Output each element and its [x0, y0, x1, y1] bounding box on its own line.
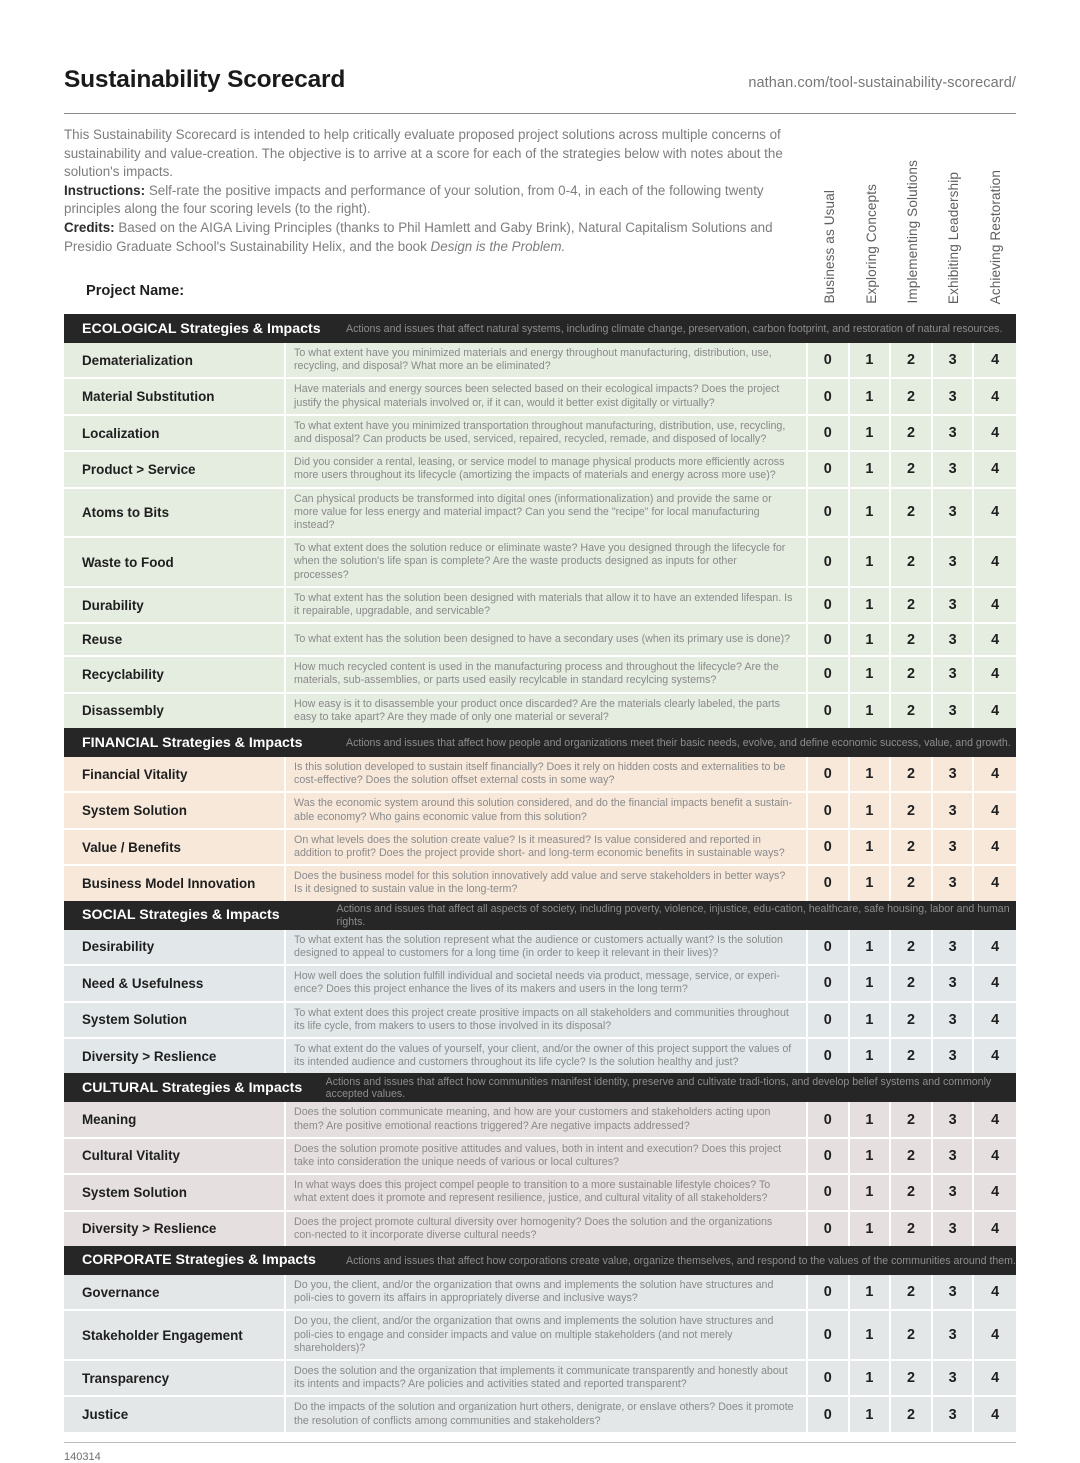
table-row [64, 343, 1016, 379]
score-group [808, 1139, 1016, 1173]
principle-label: Durability [64, 588, 286, 622]
score-cell-3[interactable]: 3 [933, 588, 975, 622]
credits-book-title: Design is the Problem. [430, 238, 566, 254]
score-cell-1[interactable]: 1 [850, 966, 892, 1000]
table-row [64, 966, 1016, 1002]
section-title: SOCIAL Strategies & Impacts [82, 907, 280, 924]
intro-paragraph: This Sustainability Scorecard is intended to help critically evaluate proposed project solutions across multiple concerns of sustainability and value-creation. The objective is to arrive at a score for each of the strategies below with notes about the solution's impacts. [64, 127, 783, 180]
score-cell-0[interactable]: 0 [808, 866, 850, 900]
table-row [64, 1039, 1016, 1073]
score-cell-2[interactable]: 2 [891, 1175, 933, 1209]
score-group [808, 694, 1016, 728]
scale-header-0 [809, 128, 850, 304]
score-cell-0[interactable]: 0 [808, 489, 850, 537]
principle-label: System Solution [64, 1003, 286, 1037]
score-cell-3[interactable]: 3 [933, 1175, 975, 1209]
score-cell-1[interactable]: 1 [850, 694, 892, 728]
score-cell-1[interactable]: 1 [850, 793, 892, 827]
section-title: CORPORATE Strategies & Impacts [82, 1252, 316, 1269]
section-rows [64, 1275, 1016, 1432]
principle-question: Do you, the client, and/or the organization that owns and implements the solution have structures and poli-cies to engage and consider impacts and value on multiple stakeholders (and not merely shareholders)? [286, 1311, 808, 1359]
score-group [808, 1311, 1016, 1359]
score-cell-2[interactable]: 2 [891, 1397, 933, 1431]
score-cell-0[interactable]: 0 [808, 930, 850, 964]
score-group [808, 624, 1016, 655]
section-financial [64, 728, 1016, 901]
score-cell-0[interactable]: 0 [808, 694, 850, 728]
score-cell-1[interactable]: 1 [850, 538, 892, 586]
score-cell-2[interactable]: 2 [891, 1311, 933, 1359]
score-cell-1[interactable]: 1 [850, 657, 892, 691]
score-cell-4[interactable]: 4 [991, 1111, 1000, 1128]
table-row [64, 757, 1016, 793]
score-cell-4[interactable]: 4 [991, 425, 1000, 442]
principle-label: Dematerialization [64, 343, 286, 377]
section-rows [64, 1102, 1016, 1246]
score-group [808, 588, 1016, 622]
scorecard-table [64, 314, 1016, 1432]
score-cell-4[interactable]: 4 [991, 766, 1000, 783]
score-cell-2[interactable]: 2 [891, 1039, 933, 1073]
score-cell-0[interactable]: 0 [808, 1039, 850, 1073]
score-cell-1[interactable]: 1 [850, 757, 892, 791]
principle-label: Desirability [64, 930, 286, 964]
principle-label: Atoms to Bits [64, 489, 286, 537]
score-cell-1[interactable]: 1 [850, 1139, 892, 1173]
score-cell-0[interactable]: 0 [808, 452, 850, 486]
principle-label: Governance [64, 1275, 286, 1309]
score-cell-3[interactable]: 3 [933, 930, 975, 964]
principle-question: To what extent has the solution been designed with materials that allow it to have an extended lifespan. Is it repairable, upgradable, and servicable? [286, 588, 808, 622]
principle-question: To what extent has the solution been designed to have a secondary uses (when its primary use is done)? [286, 624, 808, 655]
table-row [64, 1139, 1016, 1175]
section-cultural [64, 1073, 1016, 1246]
scale-headers [808, 128, 1016, 304]
score-cell-4[interactable]: 4 [991, 839, 1000, 856]
score-cell-1[interactable]: 1 [850, 343, 892, 377]
score-cell-0[interactable]: 0 [808, 830, 850, 864]
section-header-social [64, 901, 1016, 930]
score-cell-1[interactable]: 1 [850, 1397, 892, 1431]
scale-header-label: Business as Usual [822, 190, 838, 304]
score-cell-2[interactable]: 2 [891, 343, 933, 377]
principle-question: How easy is it to disassemble your product once discarded? Are the materials clearly labeled, the parts easy to take apart? Are they made of only one material or several? [286, 694, 808, 728]
principle-question: To what extent has the solution represent what the audience or customers actually want? Is the solution designed to appeal to customers for a long time (in order to keep it relevant in their lives)? [286, 930, 808, 964]
principle-question: To what extent do the values of yourself, your client, and/or the owner of this project support the values of its intended audience and customers throughout its life cycle? Is the solution healthy and just? [286, 1039, 808, 1073]
principle-question: Does the project promote cultural diversity over homogenity? Does the solution and the organizations con-nected to it incorporate diverse cultural needs? [286, 1212, 808, 1246]
score-cell-2[interactable]: 2 [891, 1212, 933, 1246]
score-cell-0[interactable]: 0 [808, 1139, 850, 1173]
principle-question: Have materials and energy sources been selected based on their ecological impacts? Does the project justify the physical materials involved or, if it can, would it better exist digitally or virtually? [286, 379, 808, 413]
score-cell-3[interactable]: 3 [933, 1397, 975, 1431]
score-cell-0[interactable]: 0 [808, 588, 850, 622]
table-row [64, 1361, 1016, 1397]
score-cell-3[interactable]: 3 [933, 489, 975, 537]
score-cell-4[interactable]: 4 [991, 1184, 1000, 1201]
score-cell-1[interactable]: 1 [850, 416, 892, 450]
score-cell-2[interactable]: 2 [891, 588, 933, 622]
score-group [808, 1212, 1016, 1246]
principle-question: On what levels does the solution create value? Is it measured? Is value considered and reported in addition to profit? Does the project provide short- and long-term economic benefits in sustainable ways? [286, 830, 808, 864]
principle-label: Waste to Food [64, 538, 286, 586]
principle-question: Was the economic system around this solution considered, and do the financial impacts benefit a sustain-able economy? Who gains economic value from this solution? [286, 793, 808, 827]
footer-code: 140314 [64, 1450, 101, 1463]
score-cell-2[interactable]: 2 [891, 379, 933, 413]
score-cell-4[interactable]: 4 [991, 1220, 1000, 1237]
table-row [64, 1397, 1016, 1431]
principle-label: Product > Service [64, 452, 286, 486]
score-cell-3[interactable]: 3 [933, 1039, 975, 1073]
score-cell-2[interactable]: 2 [891, 1139, 933, 1173]
section-rows [64, 343, 1016, 728]
score-cell-4[interactable]: 4 [991, 504, 1000, 521]
table-row [64, 793, 1016, 829]
principle-label: Financial Vitality [64, 757, 286, 791]
score-cell-2[interactable]: 2 [891, 793, 933, 827]
section-title: CULTURAL Strategies & Impacts [82, 1079, 303, 1096]
score-cell-4[interactable]: 4 [991, 1406, 1000, 1423]
scale-header-label: Exhibiting Leadership [946, 171, 962, 304]
score-cell-0[interactable]: 0 [808, 1102, 850, 1136]
table-row [64, 1003, 1016, 1039]
score-cell-1[interactable]: 1 [850, 1102, 892, 1136]
score-cell-0[interactable]: 0 [808, 966, 850, 1000]
score-cell-1[interactable]: 1 [850, 1003, 892, 1037]
table-row [64, 379, 1016, 415]
scale-header-label: Exploring Concepts [863, 184, 879, 304]
score-cell-4[interactable]: 4 [991, 631, 1000, 648]
score-cell-1[interactable]: 1 [850, 930, 892, 964]
principle-label: Diversity > Reslience [64, 1039, 286, 1073]
score-group [808, 830, 1016, 864]
score-cell-1[interactable]: 1 [850, 1175, 892, 1209]
table-row [64, 930, 1016, 966]
score-group [808, 379, 1016, 413]
score-cell-2[interactable]: 2 [891, 489, 933, 537]
table-row [64, 489, 1016, 539]
score-cell-3[interactable]: 3 [933, 538, 975, 586]
score-group [808, 866, 1016, 900]
principle-question: How well does the solution fulfill individual and societal needs via product, message, service, or experi-ence? Does this project enhance the lives of its makers and users in the long term? [286, 966, 808, 1000]
table-row [64, 1311, 1016, 1361]
principle-question: Did you consider a rental, leasing, or service model to manage physical products more efficiently across more users throughout its lifecycle (amortizing the impacts of materials and energy across more use)? [286, 452, 808, 486]
principle-label: Transparency [64, 1361, 286, 1395]
principle-label: Need & Usefulness [64, 966, 286, 1000]
table-row [64, 416, 1016, 452]
table-row [64, 452, 1016, 488]
section-ecological [64, 314, 1016, 728]
principle-label: Reuse [64, 624, 286, 655]
section-description: Actions and issues that affect how corporations create value, organize themselves, and respond to the values of the communities around them. [346, 1254, 1016, 1267]
score-cell-2[interactable]: 2 [891, 624, 933, 655]
instructions-label: Instructions: [64, 182, 146, 198]
score-group [808, 1275, 1016, 1309]
score-group [808, 538, 1016, 586]
score-cell-3[interactable]: 3 [933, 343, 975, 377]
principle-label: Localization [64, 416, 286, 450]
principle-label: Meaning [64, 1102, 286, 1136]
score-cell-3[interactable]: 3 [933, 452, 975, 486]
section-description: Actions and issues that affect natural systems, including climate change, preservation, carbon footprint, and restoration of natural resources. [346, 322, 1003, 335]
principle-question: Does the solution and the organization that implements it communicate transparently and honestly about its intents and impacts? Are policies and activities stated and reported transparent? [286, 1361, 808, 1395]
score-cell-0[interactable]: 0 [808, 1361, 850, 1395]
score-cell-0[interactable]: 0 [808, 1175, 850, 1209]
section-rows [64, 757, 1016, 901]
score-cell-1[interactable]: 1 [850, 452, 892, 486]
principle-question: Does the business model for this solution innovatively add value and serve stakeholders in better ways? Is it designed to sustain value in the long-term? [286, 866, 808, 900]
footer-divider [64, 1442, 1016, 1443]
score-cell-2[interactable]: 2 [891, 538, 933, 586]
score-cell-1[interactable]: 1 [850, 489, 892, 537]
section-title: FINANCIAL Strategies & Impacts [82, 734, 303, 751]
score-cell-4[interactable]: 4 [991, 975, 1000, 992]
section-header-ecological [64, 314, 1016, 343]
credits-paragraph [64, 219, 808, 256]
score-cell-0[interactable]: 0 [808, 1311, 850, 1359]
credits-text: Based on the AIGA Living Principles (thanks to Phil Hamlett and Gaby Brink), Natural Capitalism Solutions and Presidio Graduate School's Sustainability Helix, and the book [64, 219, 773, 254]
score-cell-4[interactable]: 4 [991, 554, 1000, 571]
score-cell-3[interactable]: 3 [933, 1139, 975, 1173]
score-group [808, 1003, 1016, 1037]
score-cell-4[interactable]: 4 [991, 938, 1000, 955]
table-row [64, 1275, 1016, 1311]
table-row [64, 1175, 1016, 1211]
principle-question: To what extent have you minimized materials and energy throughout manufacturing, distribution, use, recycling, and disposal? What more an be eliminated? [286, 343, 808, 377]
principle-question: To what extent does the solution reduce or eliminate waste? Have you designed through the lifecycle for when the solution's life span is complete? Are the waste products designed as inputs for other processes? [286, 538, 808, 586]
table-row [64, 624, 1016, 657]
table-row [64, 1102, 1016, 1138]
score-cell-0[interactable]: 0 [808, 379, 850, 413]
principle-question: How much recycled content is used in the manufacturing process and throughout the lifecycle? Are the materials, sub-assemblies, or parts used easily recylcable in standard recylcing systems? [286, 657, 808, 691]
score-cell-3[interactable]: 3 [933, 379, 975, 413]
section-title: ECOLOGICAL Strategies & Impacts [82, 320, 321, 337]
score-cell-3[interactable]: 3 [933, 416, 975, 450]
score-group [808, 416, 1016, 450]
source-url: nathan.com/tool-sustainability-scorecard/ [748, 75, 1016, 91]
score-cell-3[interactable]: 3 [933, 624, 975, 655]
score-cell-4[interactable]: 4 [991, 702, 1000, 719]
credits-label: Credits: [64, 219, 115, 235]
score-cell-4[interactable]: 4 [991, 1327, 1000, 1344]
score-cell-4[interactable]: 4 [991, 875, 1000, 892]
table-row [64, 1212, 1016, 1246]
table-row [64, 657, 1016, 693]
score-group [808, 1039, 1016, 1073]
score-cell-3[interactable]: 3 [933, 966, 975, 1000]
score-group [808, 1175, 1016, 1209]
score-cell-0[interactable]: 0 [808, 416, 850, 450]
score-cell-3[interactable]: 3 [933, 1212, 975, 1246]
score-cell-2[interactable]: 2 [891, 1102, 933, 1136]
score-cell-0[interactable]: 0 [808, 538, 850, 586]
score-cell-2[interactable]: 2 [891, 966, 933, 1000]
scale-header-4 [975, 128, 1016, 304]
scale-header-1 [850, 128, 891, 304]
project-name-label: Project Name: [86, 283, 185, 300]
score-cell-1[interactable]: 1 [850, 379, 892, 413]
score-cell-2[interactable]: 2 [891, 930, 933, 964]
score-group [808, 757, 1016, 791]
principle-question: Can physical products be transformed into digital ones (informationalization) and provide the same or more value for less energy and material impact? Can you send the "recipe" for local manufacturing instead? [286, 489, 808, 537]
masthead [0, 0, 1080, 94]
score-group [808, 489, 1016, 537]
table-row [64, 538, 1016, 588]
principle-question: To what extent does this project create prositive impacts on all stakeholders and communities throughout its life cycle, from makers to users to those involved in its disposal? [286, 1003, 808, 1037]
principle-question: Do the impacts of the solution and organization hurt others, denigrate, or enslave others? Does it promote the resolution of conflicts among communities and stakeholders? [286, 1397, 808, 1431]
principle-label: Value / Benefits [64, 830, 286, 864]
score-group [808, 657, 1016, 691]
score-group [808, 966, 1016, 1000]
intro-zone [0, 114, 1080, 304]
instructions-text: Self-rate the positive impacts and performance of your solution, from 0-4, in each of the following twenty principles along the four scoring levels (to the right). [64, 182, 764, 217]
score-cell-4[interactable]: 4 [991, 461, 1000, 478]
score-cell-3[interactable]: 3 [933, 1361, 975, 1395]
score-cell-4[interactable]: 4 [991, 597, 1000, 614]
principle-question: Do you, the client, and/or the organization that owns and implements the solution have structures and poli-cies to govern its affairs in appropriately diverse and inclusive ways? [286, 1275, 808, 1309]
score-cell-3[interactable]: 3 [933, 657, 975, 691]
score-cell-1[interactable]: 1 [850, 1039, 892, 1073]
score-cell-2[interactable]: 2 [891, 657, 933, 691]
scale-header-3 [933, 128, 974, 304]
section-rows [64, 930, 1016, 1074]
score-group [808, 930, 1016, 964]
score-cell-4[interactable]: 4 [991, 1011, 1000, 1028]
score-cell-2[interactable]: 2 [891, 830, 933, 864]
score-cell-4[interactable]: 4 [991, 666, 1000, 683]
score-cell-3[interactable]: 3 [933, 830, 975, 864]
score-cell-2[interactable]: 2 [891, 416, 933, 450]
score-group [808, 452, 1016, 486]
score-cell-1[interactable]: 1 [850, 1361, 892, 1395]
score-group [808, 343, 1016, 377]
section-header-financial [64, 728, 1016, 757]
principle-question: Does the solution promote positive attitudes and values, both in intent and execution? Does this project take into consideration the unique needs of various or local cultures? [286, 1139, 808, 1173]
principle-label: Recyclability [64, 657, 286, 691]
score-cell-4[interactable]: 4 [991, 1284, 1000, 1301]
principle-label: System Solution [64, 1175, 286, 1209]
score-cell-3[interactable]: 3 [933, 1003, 975, 1037]
score-cell-1[interactable]: 1 [850, 1275, 892, 1309]
principle-label: Disassembly [64, 694, 286, 728]
score-cell-4[interactable]: 4 [991, 1370, 1000, 1387]
section-description: Actions and issues that affect how people and organizations meet their basic needs, evolve, and define economic success, value, and growth. [346, 736, 1011, 749]
table-row [64, 694, 1016, 728]
scale-header-2 [892, 128, 933, 304]
principle-question: To what extent have you minimized transportation throughout manufacturing, distribution, use, recycling, and disposal? Can products be used, serviced, repaired, recycled, remade, and disposed of locally? [286, 416, 808, 450]
score-cell-0[interactable]: 0 [808, 1212, 850, 1246]
scale-header-label: Achieving Restoration [987, 169, 1003, 304]
score-cell-3[interactable]: 3 [933, 757, 975, 791]
score-group [808, 1102, 1016, 1136]
principle-label: Business Model Innovation [64, 866, 286, 900]
section-header-cultural [64, 1073, 1016, 1102]
intro-text-block [64, 114, 808, 301]
score-group [808, 793, 1016, 827]
score-cell-4[interactable]: 4 [991, 388, 1000, 405]
section-description: Actions and issues that affect how communities manifest identity, preserve and cultivate tradi-tions, and develop belief systems and commonly accepted values. [325, 1075, 992, 1101]
score-cell-1[interactable]: 1 [850, 1311, 892, 1359]
score-cell-2[interactable]: 2 [891, 1361, 933, 1395]
principle-label: Material Substitution [64, 379, 286, 413]
score-cell-2[interactable]: 2 [891, 1003, 933, 1037]
principle-label: Stakeholder Engagement [64, 1311, 286, 1359]
score-cell-0[interactable]: 0 [808, 1397, 850, 1431]
score-cell-1[interactable]: 1 [850, 866, 892, 900]
score-cell-4[interactable]: 4 [991, 1147, 1000, 1164]
principle-label: System Solution [64, 793, 286, 827]
principle-label: Diversity > Reslience [64, 1212, 286, 1246]
score-cell-0[interactable]: 0 [808, 657, 850, 691]
score-cell-0[interactable]: 0 [808, 343, 850, 377]
score-cell-1[interactable]: 1 [850, 830, 892, 864]
score-cell-3[interactable]: 3 [933, 866, 975, 900]
section-header-corporate [64, 1246, 1016, 1275]
score-cell-2[interactable]: 2 [891, 866, 933, 900]
score-cell-3[interactable]: 3 [933, 793, 975, 827]
score-cell-4[interactable]: 4 [991, 1048, 1000, 1065]
score-cell-0[interactable]: 0 [808, 1003, 850, 1037]
score-cell-1[interactable]: 1 [850, 624, 892, 655]
table-row [64, 830, 1016, 866]
score-cell-3[interactable]: 3 [933, 1311, 975, 1359]
score-cell-1[interactable]: 1 [850, 588, 892, 622]
score-group [808, 1397, 1016, 1431]
score-cell-2[interactable]: 2 [891, 452, 933, 486]
score-cell-4[interactable]: 4 [991, 352, 1000, 369]
score-cell-3[interactable]: 3 [933, 1102, 975, 1136]
table-row [64, 588, 1016, 624]
principle-question: In what ways does this project compel people to transition to a more sustainable lifestyle choices? To what extent does it promote and represent resilience, justice, and cultural vitality of all stakeholders? [286, 1175, 808, 1209]
score-cell-0[interactable]: 0 [808, 1275, 850, 1309]
score-cell-4[interactable]: 4 [991, 802, 1000, 819]
scale-header-label: Implementing Solutions [905, 160, 921, 304]
section-social [64, 901, 1016, 1074]
table-row [64, 866, 1016, 900]
page-title: Sustainability Scorecard [64, 66, 346, 93]
score-cell-2[interactable]: 2 [891, 757, 933, 791]
score-cell-0[interactable]: 0 [808, 793, 850, 827]
principle-question: Is this solution developed to sustain itself financially? Does it rely on hidden costs and externalities to be cost-effective? Does the solution offset external costs in some way? [286, 757, 808, 791]
score-cell-1[interactable]: 1 [850, 1212, 892, 1246]
score-cell-0[interactable]: 0 [808, 757, 850, 791]
score-cell-2[interactable]: 2 [891, 1275, 933, 1309]
section-corporate [64, 1246, 1016, 1432]
score-cell-3[interactable]: 3 [933, 694, 975, 728]
score-cell-2[interactable]: 2 [891, 694, 933, 728]
principle-label: Justice [64, 1397, 286, 1431]
score-cell-0[interactable]: 0 [808, 624, 850, 655]
instructions-paragraph [64, 182, 808, 219]
principle-label: Cultural Vitality [64, 1139, 286, 1173]
section-description: Actions and issues that affect all aspects of society, including poverty, violence, injustice, edu-cation, healthcare, safe housing, labor and human rights. [336, 903, 1010, 928]
score-cell-3[interactable]: 3 [933, 1275, 975, 1309]
principle-question: Does the solution communicate meaning, and how are your customers and stakeholders acting upon them? Are positive emotional reactions triggered? Are negative impacts addressed? [286, 1102, 808, 1136]
score-group [808, 1361, 1016, 1395]
